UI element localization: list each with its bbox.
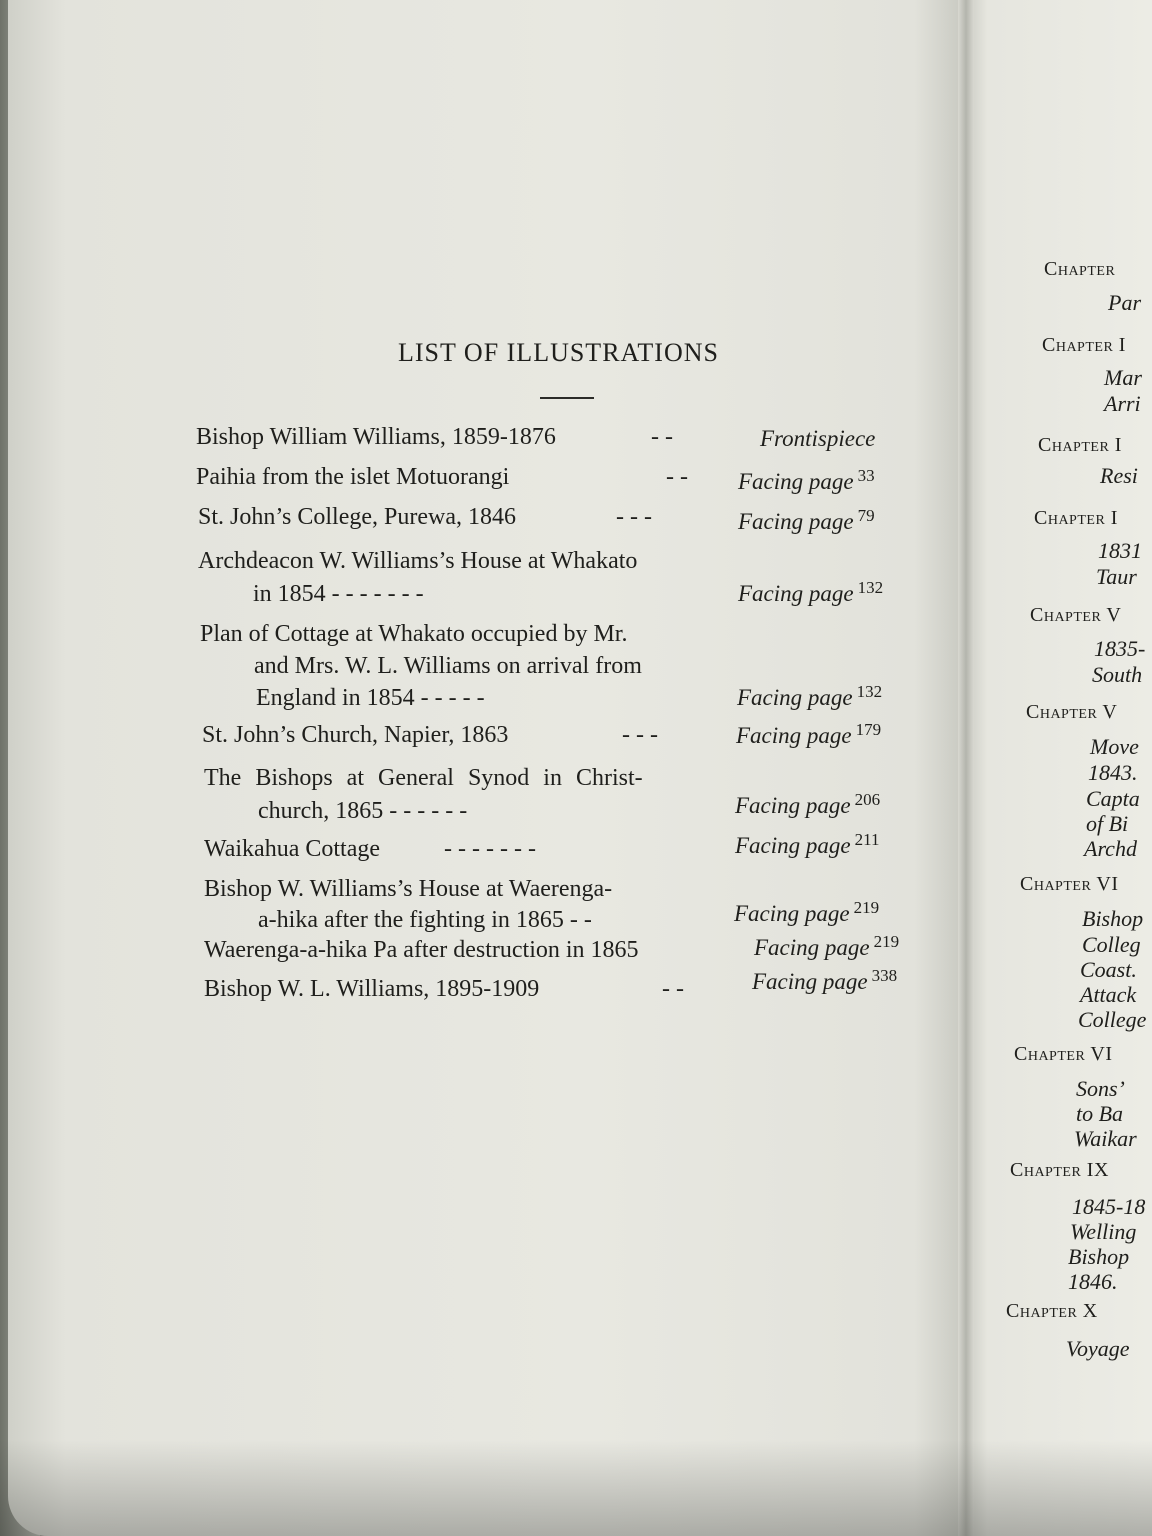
chapter-line: South bbox=[1092, 662, 1143, 687]
chapter-heading: Chapter IX bbox=[1010, 1159, 1109, 1181]
chapter-line: Move bbox=[1090, 734, 1139, 759]
entry-text: St. John’s College, Purewa, 1846 bbox=[198, 504, 516, 530]
illustration-entry bbox=[198, 545, 637, 611]
facing-label bbox=[760, 426, 875, 452]
chapter-heading: Chapter V bbox=[1026, 701, 1118, 723]
facing-label bbox=[738, 466, 875, 495]
facing-text: Facing page bbox=[737, 685, 853, 710]
chapter-line: 1835- bbox=[1094, 636, 1146, 661]
chapter-heading: Chapter X bbox=[1006, 1300, 1098, 1322]
entry-leader: - - - bbox=[622, 722, 658, 748]
illustration-entry bbox=[198, 504, 652, 531]
facing-label bbox=[737, 682, 882, 711]
chapter-line: 1845-18 bbox=[1072, 1194, 1146, 1219]
illustration-entry bbox=[204, 874, 612, 936]
chapter-line: 1843. bbox=[1088, 760, 1138, 785]
chapter-heading: Chapter I bbox=[1042, 334, 1126, 356]
facing-label bbox=[735, 790, 880, 819]
page-number: 338 bbox=[871, 966, 898, 985]
chapter-line: Capta bbox=[1086, 786, 1140, 811]
facing-text: Facing page bbox=[752, 969, 868, 994]
illustration-entry bbox=[196, 464, 688, 491]
chapter-line: 1846. bbox=[1068, 1269, 1118, 1294]
entry-text: Waikahua Cottage bbox=[204, 836, 381, 862]
facing-text: Facing page bbox=[738, 509, 854, 534]
entry-text: Archdeacon W. Williams’s House at Whakato bbox=[198, 548, 638, 574]
chapter-heading: Chapter I bbox=[1034, 507, 1118, 529]
chapter-line: Bishop bbox=[1068, 1244, 1130, 1269]
entry-text: England in 1854 - - - - - bbox=[256, 685, 485, 711]
chapter-line: Resi bbox=[1100, 463, 1138, 488]
chapter-line: Mar bbox=[1104, 365, 1142, 390]
page-number: 132 bbox=[856, 682, 883, 701]
chapter-line: Arri bbox=[1104, 391, 1141, 416]
facing-text: Facing page bbox=[736, 723, 852, 748]
chapter-heading: Chapter bbox=[1044, 258, 1116, 280]
facing-text: Frontispiece bbox=[760, 426, 876, 451]
illustration-entry bbox=[202, 722, 658, 749]
facing-text: Facing page bbox=[735, 833, 851, 858]
chapter-line: Waikar bbox=[1074, 1126, 1137, 1151]
facing-label bbox=[754, 932, 899, 961]
facing-text: Facing page bbox=[754, 935, 870, 960]
chapter-line: Taur bbox=[1096, 564, 1137, 589]
page-number: 79 bbox=[857, 506, 875, 525]
page-number: 206 bbox=[854, 790, 881, 809]
facing-text: Facing page bbox=[735, 793, 851, 818]
chapter-line: Colleg bbox=[1082, 932, 1141, 957]
illustration-entry bbox=[200, 618, 642, 714]
entry-text: St. John’s Church, Napier, 1863 bbox=[202, 722, 509, 748]
entry-text: a-hika after the fighting in 1865 - - bbox=[258, 907, 592, 933]
chapter-line: Coast. bbox=[1080, 957, 1137, 982]
illustration-entry bbox=[204, 762, 643, 828]
illustration-entry bbox=[196, 424, 673, 451]
chapter-line: Sons’ bbox=[1076, 1076, 1125, 1101]
page-title: LIST OF ILLUSTRATIONS bbox=[398, 338, 719, 367]
entry-text: in 1854 - - - - - - - bbox=[253, 581, 424, 607]
entry-text: Plan of Cottage at Whakato occupied by Mr. bbox=[200, 621, 628, 647]
book-gutter bbox=[958, 0, 974, 1536]
entry-text: Paihia from the islet Motuorangi bbox=[196, 464, 510, 490]
entry-text: Waerenga-a-hika Pa after destruction in 1865 bbox=[204, 937, 639, 963]
chapter-line: Voyage bbox=[1066, 1336, 1130, 1361]
chapter-line: Par bbox=[1108, 290, 1141, 315]
entry-leader: - - - bbox=[616, 504, 652, 530]
chapter-line: 1831 bbox=[1098, 538, 1142, 563]
chapter-line: College bbox=[1078, 1007, 1147, 1032]
chapter-line: of Bi bbox=[1086, 811, 1129, 836]
chapter-line: Welling bbox=[1070, 1219, 1137, 1244]
facing-text: Facing page bbox=[738, 581, 854, 606]
illustration-entry bbox=[204, 836, 536, 863]
entry-text: Bishop William Williams, 1859-1876 bbox=[196, 424, 556, 450]
chapter-heading: Chapter VI bbox=[1020, 873, 1119, 895]
entry-text: The Bishops at General Synod in Christ- bbox=[204, 765, 643, 791]
entry-leader: - - bbox=[662, 976, 684, 1002]
facing-label bbox=[735, 830, 879, 859]
entry-text: and Mrs. W. L. Williams on arrival from bbox=[254, 653, 642, 679]
chapter-heading: Chapter VI bbox=[1014, 1043, 1113, 1065]
facing-label bbox=[734, 898, 879, 927]
page-number: 179 bbox=[855, 720, 882, 739]
title-rule bbox=[540, 397, 594, 399]
entry-leader: - - bbox=[666, 464, 688, 490]
page-number: 219 bbox=[873, 932, 900, 951]
entry-text: Bishop W. Williams’s House at Waerenga- bbox=[204, 876, 613, 902]
page-number: 211 bbox=[854, 830, 880, 849]
chapter-heading: Chapter I bbox=[1038, 434, 1122, 456]
chapter-line: Archd bbox=[1084, 836, 1137, 861]
facing-label bbox=[738, 506, 875, 535]
chapter-line: to Ba bbox=[1076, 1101, 1124, 1126]
chapter-heading: Chapter V bbox=[1030, 604, 1122, 626]
facing-label bbox=[736, 720, 881, 749]
facing-text: Facing page bbox=[738, 469, 854, 494]
page-number: 219 bbox=[853, 898, 880, 917]
illustration-entry bbox=[204, 937, 639, 964]
entry-text: Bishop W. L. Williams, 1895-1909 bbox=[204, 976, 540, 1002]
facing-label bbox=[752, 966, 897, 995]
page-number: 33 bbox=[857, 466, 875, 485]
chapter-line: Bishop bbox=[1082, 906, 1144, 931]
illustration-entry bbox=[204, 976, 684, 1003]
facing-text: Facing page bbox=[734, 901, 850, 926]
entry-text: church, 1865 - - - - - - bbox=[258, 798, 468, 824]
page-number: 132 bbox=[857, 578, 884, 597]
entry-leader: - - bbox=[651, 424, 673, 450]
chapter-line: Attack bbox=[1080, 982, 1137, 1007]
entry-leader: - - - - - - - bbox=[444, 836, 536, 862]
facing-label bbox=[738, 578, 883, 607]
bottom-shadow bbox=[0, 1440, 1152, 1536]
